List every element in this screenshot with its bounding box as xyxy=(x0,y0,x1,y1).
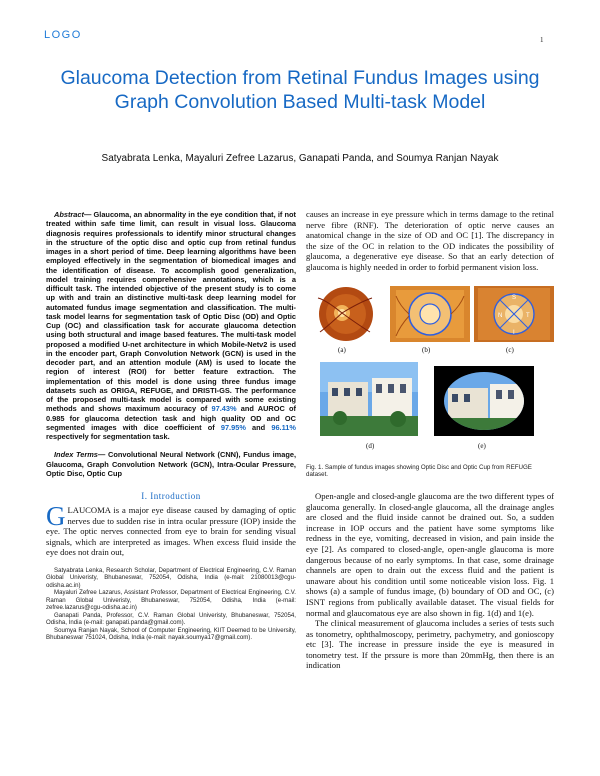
abstract-text-c: and xyxy=(245,422,272,432)
dice-od-value: 97.95% xyxy=(220,422,246,432)
visual-field-glaucoma-image xyxy=(434,366,534,436)
abstract-text-d: respectively for segmentation task. xyxy=(46,432,170,441)
fundus-image-a xyxy=(306,286,386,342)
figure-1 xyxy=(306,286,554,456)
figure-caption: Fig. 1. Sample of fundus images showing Optic Disc and Optic Cup from REFUGE dataset. xyxy=(306,463,532,479)
paper-title: Glaucoma Detection from Retinal Fundus Images using Graph Convolution Based Multi-task Model xyxy=(60,67,540,113)
index-terms-label: Index Terms— xyxy=(54,450,106,460)
visual-field-normal-image xyxy=(320,362,418,436)
left-column xyxy=(46,210,296,642)
figure-label-e: (e) xyxy=(478,441,486,450)
fundus-image-b xyxy=(390,286,470,342)
footnote: Ganapati Panda, Professor, C.V. Raman Global Univeristy, Bhubaneswar, 752054, Odisha, India (e-mail: ganapati.panda@gmail.com). xyxy=(46,611,296,627)
section-heading-introduction: I. Introduction xyxy=(141,491,201,501)
figure-label-c: (c) xyxy=(506,345,514,354)
figure-label-d: (d) xyxy=(366,441,375,450)
drop-cap: G xyxy=(46,501,66,531)
index-terms-text: Convolutional Neural Network (CNN), Fundus image, Glaucoma, Graph Convolution Network (GCN), Intra-Ocular Pressure, Optic Disc, Optic Cup xyxy=(46,450,296,478)
isnt-label: I xyxy=(513,329,515,336)
page-number: 1 xyxy=(540,36,544,44)
introduction-paragraph xyxy=(46,501,296,558)
body-paragraph: The clinical measurement of glaucoma includes a series of tests such as tonometry, ophthalmoscopy, perimetry, pachymetry, and gonioscopy etc [3]. The increase in pressure inside the eye is measured in tonometry test. If the prssure is more than 20mmHg, then there is an indication xyxy=(306,618,554,671)
body-paragraph: Open-angle and closed-angle glaucoma are the two different types of glaucoma generally. In closed-angle glaucoma, all the drainage angles are closed and the fluid inside cannot be drained out. So, a sudden increase in IOP occurs and the patient have some symptoms like redness in the eye, vomiting, decreased in vision, and pain inside the eye [2]. As compared to closed-angle, open-angle glaucoma is more dangerous because of no early symptoms. In that case, some drainage channels are open to drain out the excess fluid and the patient is unaware about his condition until some noticeable vision loss. Fig. 1 shows (a) a sample of fundus image, (b) boundary of OD and OC, (c) ISNT regions from publically available dataset. The visual fields for normal and glaucomatous eye are also shown in fig. 1(d) and 1(e). xyxy=(306,490,554,618)
journal-logo: LOGO xyxy=(44,29,82,41)
index-terms xyxy=(46,450,296,478)
dice-oc-value: 96.11% xyxy=(271,422,296,432)
figure-label-a: (a) xyxy=(338,345,346,354)
author-list: Satyabrata Lenka, Mayaluri Zefree Lazarus, Ganapati Panda, and Soumya Ranjan Nayak xyxy=(101,153,499,164)
abstract-label: Abstract— xyxy=(54,210,92,219)
author-footnotes xyxy=(46,567,296,642)
abstract xyxy=(46,210,296,441)
isnt-label: S xyxy=(512,294,517,301)
footnote: Satyabrata Lenka, Research Scholar, Department of Electrical Engineering, C.V. Raman Global Univeristy, Bhubaneswar, 752054, Odisha, India (e-mail: 21080013@cgu-odisha.ac.in) xyxy=(46,566,296,589)
isnt-label: T xyxy=(526,312,530,319)
footnote: Mayaluri Zefree Lazarus, Assistant Professor, Department of Electrical Engineering, C.V. Raman Global Univeristy, Bhubaneswar, 752054, Odisha, India (e-mail: zefree.lazarus@cgu-odisha.ac.in) xyxy=(46,589,296,612)
accuracy-value: 97.43% xyxy=(211,404,237,414)
body-paragraph: causes an increase in eye pressure which in terms damage to the retinal nerve fibre (RNF). The deterioration of optic nerve causes an anatomical change in the size of OD and OC [1]. The discrepancy in the size of the OC in relation to the OD indicates the possibility of glaucoma, a degenerative eye disease. So that an early detection of glaucoma is highly needed in order to forbid permanent vision loss. xyxy=(306,209,554,272)
right-column xyxy=(306,209,554,671)
fundus-image-c xyxy=(474,286,554,342)
figure-label-b: (b) xyxy=(422,345,431,354)
footnote: Soumya Ranjan Nayak, School of Computer Engineering, KIIT Deemed to be University, Bhubaneswar 751024, Odisha, India (e-mail: nayak.soumya17@gmail.com). xyxy=(46,626,296,642)
introduction-text: LAUCOMA is a major eye disease caused by damaging of optic nerves due to sudden rise in intra ocular pressure (IOP) inside the eye. The optic nerves connected from eye to brain for sending visual signals, which are interpreted as images. When excess fluid inside the eye does not drain out, xyxy=(46,505,296,558)
abstract-text-a: Glaucoma, an abnormality in the eye condition that, if not treated within safe time limit, can result in visual loss. Glaucoma diagnosis requires professionals to identify minor structural changes in the structure of the optic disc and optic cup from retinal fundus images in a short period of time. Deep learning algorithms have been employed effectively in the segmentation of biomedical images and the identification of disease. To accomplish good generalization, model training requires comprehensive annotations, which is a difficult task. The intended objective of the present study is to come up with and train an distinctive multi-task deep learning model for automated fundus image segmentation and classification. The multi-task model learns for segmentation task of Optic Disc (OD) and Optic Cup (OC) and classification task for accurate glaucoma detection using both structural and image based features. The multi-task model proposed a modified U-net architecture in which Mobile-Netv2 is used in the encoder part, Graph Convolution Network (GCN) is used in the decoder part, and an attention module (AM) is used to locate the region of interest (ROI) for better feature extraction. The implementation of this model is done using three fundus image datasets such as ORIGA, REFUGE, and DRISTI-GS. The performance of the proposed multi-task model is compared with some existing methods and shows maximum accuracy of xyxy=(46,210,296,414)
isnt-label: N xyxy=(498,312,503,319)
abstract-text-b: and AUROC of 0.985 for glaucoma detection task and high quality OD and OC segmented images with dice coefficient of xyxy=(46,404,296,432)
